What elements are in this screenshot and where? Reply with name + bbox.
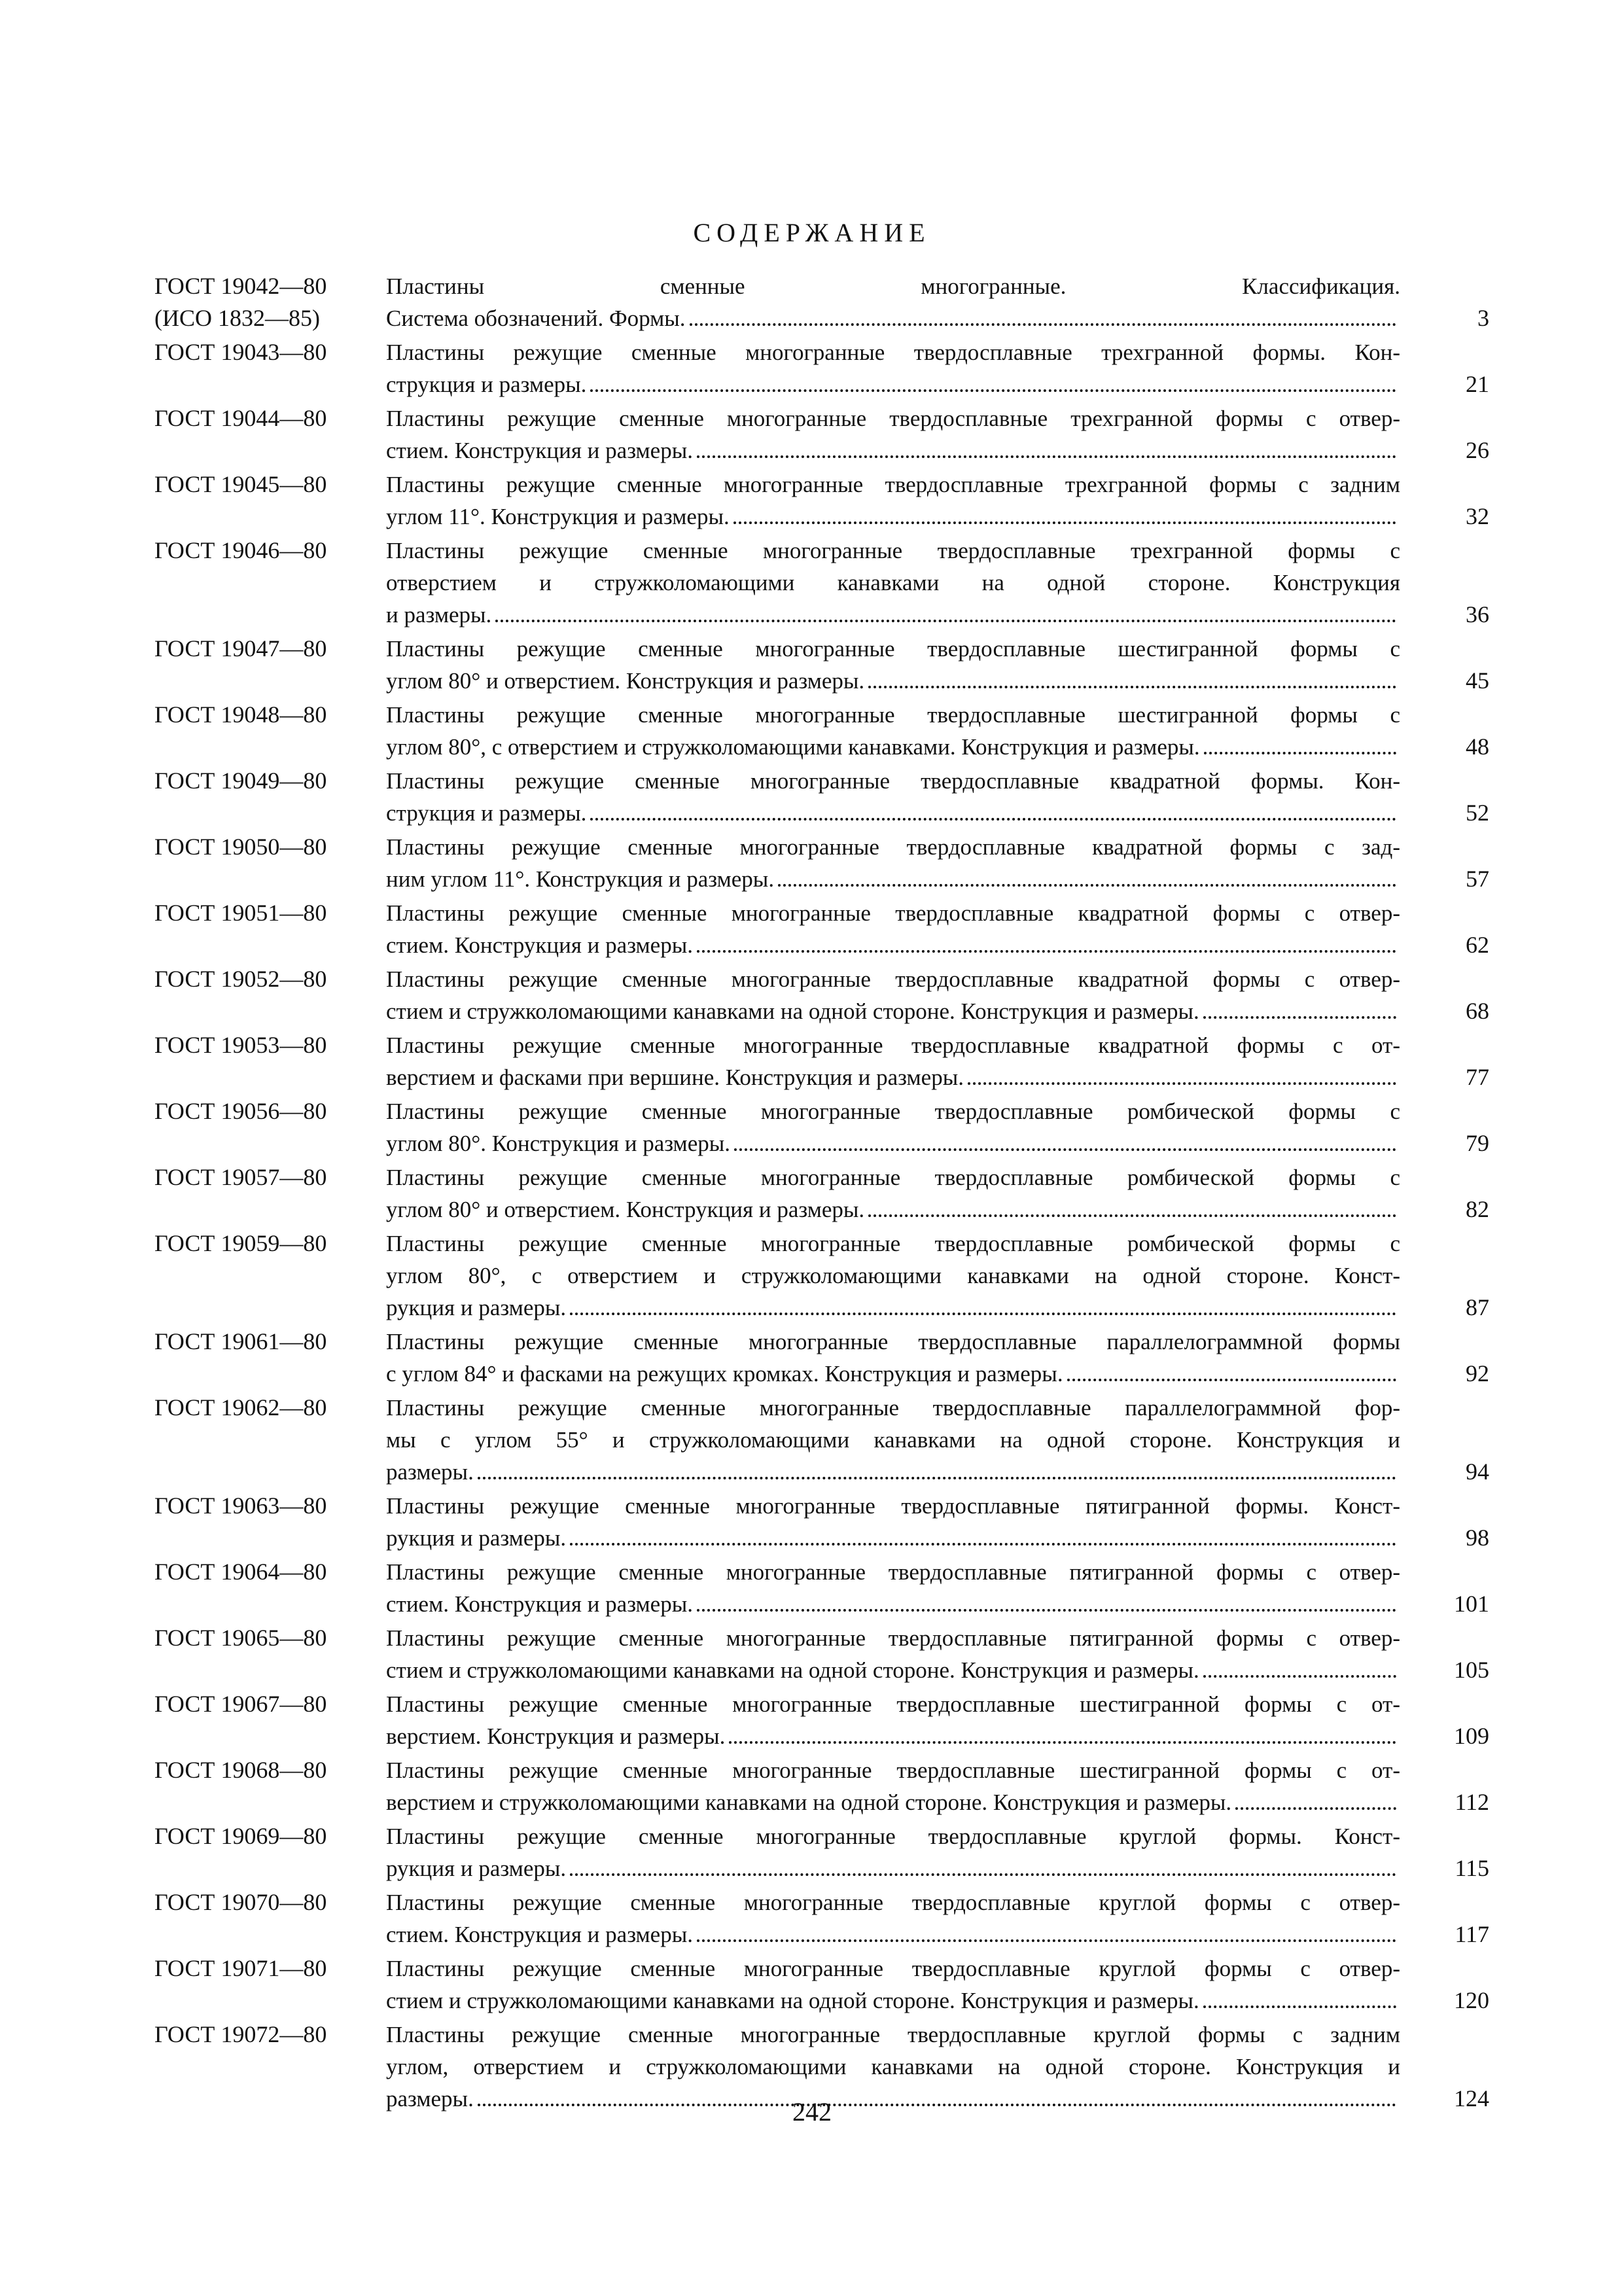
title-line: Пластины режущие сменные многогранные твердосплавные шестигранной формы с: [386, 702, 1400, 728]
dot-leader: [1067, 1379, 1396, 1381]
toc-entry[interactable]: [154, 1688, 1489, 1752]
title-last-line: [386, 665, 1489, 697]
toc-entry[interactable]: [154, 1029, 1489, 1093]
toc-entry[interactable]: [154, 468, 1489, 533]
toc-entry-code: [154, 1754, 386, 1786]
toc-page-number[interactable]: 112: [1455, 1789, 1489, 1815]
toc-page-number[interactable]: 120: [1454, 1987, 1489, 2013]
dot-leader: [778, 884, 1396, 887]
title-line: рукция и размеры.: [386, 1295, 567, 1320]
title-line: Пластины режущие сменные многогранные твердосплавные трехгранной формы с: [386, 538, 1400, 563]
toc-page-number[interactable]: 48: [1466, 733, 1489, 760]
title-last-line: [386, 434, 1489, 467]
toc-entry-title: [386, 1622, 1489, 1686]
title-line: Пластины режущие сменные многогранные твердосплавные круглой формы с задним: [386, 2022, 1400, 2047]
title-line: Пластины режущие сменные многогранные твердосплавные квадратной формы с от-: [386, 1033, 1400, 1058]
toc-page-number[interactable]: 105: [1454, 1657, 1489, 1683]
title-line: Пластины режущие сменные многогранные твердосплавные параллелограммной формы: [386, 1329, 1400, 1354]
toc-entry-title: [386, 897, 1489, 961]
standard-code: ГОСТ 19047—80: [154, 635, 327, 662]
dot-leader: [968, 1082, 1396, 1085]
toc-entry-code: [154, 1392, 386, 1424]
title-last-line: [386, 599, 1489, 631]
dot-leader: [697, 455, 1396, 458]
dot-leader: [697, 1939, 1396, 1942]
title-line: Пластины режущие сменные многогранные твердосплавные трехгранной формы. Кон-: [386, 340, 1400, 365]
dot-leader: [697, 950, 1396, 953]
title-line: струкция и размеры.: [386, 372, 587, 397]
toc-entry[interactable]: [154, 1952, 1489, 2017]
title-line: стием. Конструкция и размеры.: [386, 438, 693, 463]
title-line: углом 80°, с отверстием и стружколомающими канавками. Конструкция и размеры.: [386, 734, 1200, 760]
toc-entry-title: [386, 1392, 1489, 1488]
title-line: и размеры.: [386, 602, 492, 627]
title-line: размеры.: [386, 2086, 474, 2111]
toc-page-number[interactable]: 92: [1466, 1360, 1489, 1386]
title-last-line: [386, 1193, 1489, 1226]
dot-leader: [478, 1477, 1396, 1479]
toc-page-number[interactable]: 101: [1454, 1591, 1489, 1617]
toc-entry-code: [154, 765, 386, 797]
standard-code: ГОСТ 19067—80: [154, 1691, 327, 1717]
toc-entry[interactable]: [154, 1392, 1489, 1488]
toc-entry[interactable]: [154, 765, 1489, 829]
toc-entry-code: [154, 831, 386, 863]
toc-page-number[interactable]: 26: [1466, 437, 1489, 463]
title-line: углом, отверстием и стружколомающими канавками на одной стороне. Конструкция и: [386, 2054, 1400, 2079]
toc-page-number[interactable]: 117: [1455, 1921, 1489, 1947]
toc-entry-title: [386, 1326, 1489, 1390]
title-line: стием и стружколомающими канавками на одной стороне. Конструкция и размеры.: [386, 998, 1199, 1024]
toc-entry-code: [154, 699, 386, 731]
toc-entry-code: [154, 1556, 386, 1588]
title-line: Пластины режущие сменные многогранные твердосплавные пятигранной формы с отвер-: [386, 1559, 1400, 1585]
toc-entry-title: [386, 1556, 1489, 1620]
dot-leader: [729, 1741, 1396, 1744]
toc-entry-title: [386, 1490, 1489, 1554]
toc-entry-title: [386, 270, 1489, 334]
toc-page-number[interactable]: 124: [1454, 2085, 1489, 2111]
toc-entry-code: [154, 270, 386, 334]
standard-code: ГОСТ 19050—80: [154, 834, 327, 860]
standard-code: ГОСТ 19061—80: [154, 1328, 327, 1354]
title-line: Пластины режущие сменные многогранные твердосплавные круглой формы с отвер-: [386, 1890, 1400, 1915]
toc-entry-code: [154, 1688, 386, 1720]
title-last-line: [386, 501, 1489, 533]
table-of-contents: [154, 270, 1489, 2117]
toc-entry[interactable]: [154, 1095, 1489, 1159]
title-line: Пластины режущие сменные многогранные твердосплавные квадратной формы с отвер-: [386, 900, 1400, 926]
dot-leader: [733, 521, 1396, 524]
toc-page-number[interactable]: 94: [1466, 1458, 1489, 1485]
toc-entry[interactable]: [154, 963, 1489, 1027]
standard-code: ГОСТ 19044—80: [154, 405, 327, 431]
title-line: верстием и фасками при вершине. Конструкция и размеры.: [386, 1065, 964, 1090]
title-line: Пластины режущие сменные многогранные твердосплавные ромбической формы с: [386, 1165, 1400, 1190]
title-line: стием. Конструкция и размеры.: [386, 1591, 693, 1617]
toc-entry-code: [154, 535, 386, 567]
toc-entry[interactable]: [154, 1227, 1489, 1324]
toc-entry-code: [154, 1886, 386, 1918]
dot-leader: [690, 323, 1397, 326]
toc-page-number[interactable]: 109: [1454, 1723, 1489, 1749]
toc-entry-title: [386, 1952, 1489, 2017]
toc-entry-code: [154, 1326, 386, 1358]
dot-leader: [570, 1543, 1396, 1545]
toc-entry-code: [154, 633, 386, 665]
standard-code: ГОСТ 19072—80: [154, 2021, 327, 2047]
toc-entry[interactable]: [154, 831, 1489, 895]
dot-leader: [495, 620, 1396, 622]
title-last-line: [386, 863, 1489, 895]
toc-page-number[interactable]: 62: [1466, 932, 1489, 958]
toc-entry-title: [386, 336, 1489, 400]
toc-entry-title: [386, 765, 1489, 829]
toc-entry-code: [154, 963, 386, 995]
toc-page-number[interactable]: 115: [1455, 1855, 1489, 1881]
title-last-line: [386, 302, 1489, 334]
title-last-line: [386, 797, 1489, 829]
dot-leader: [1203, 1016, 1396, 1019]
title-line: Пластины режущие сменные многогранные твердосплавные пятигранной формы. Конст-: [386, 1493, 1400, 1519]
toc-entry-code: [154, 1952, 386, 1985]
title-line: Пластины режущие сменные многогранные твердосплавные трехгранной формы с задним: [386, 472, 1400, 497]
toc-entry[interactable]: [154, 270, 1489, 334]
toc-entry-title: [386, 1820, 1489, 1884]
standard-code: ГОСТ 19053—80: [154, 1032, 327, 1058]
title-line: мы с углом 55° и стружколомающими канавками на одной стороне. Конструкция и: [386, 1427, 1400, 1453]
toc-entry-title: [386, 831, 1489, 895]
dot-leader: [868, 686, 1396, 688]
title-line: углом 80°. Конструкция и размеры.: [386, 1131, 731, 1156]
dot-leader: [1204, 752, 1396, 754]
toc-page-number[interactable]: 57: [1466, 866, 1489, 892]
toc-page-number[interactable]: 79: [1466, 1130, 1489, 1156]
title-line: Пластины режущие сменные многогранные твердосплавные шестигранной формы с: [386, 636, 1400, 662]
title-last-line: [386, 1918, 1489, 1951]
standard-code: ГОСТ 19065—80: [154, 1625, 327, 1651]
title-last-line: [386, 1720, 1489, 1752]
standard-code: ГОСТ 19043—80: [154, 339, 327, 365]
page-number: 242: [792, 2097, 832, 2127]
standard-code: ГОСТ 19059—80: [154, 1230, 327, 1256]
standard-code: (ИСО 1832—85): [154, 305, 320, 331]
toc-entry-title: [386, 1095, 1489, 1159]
title-line: верстием и стружколомающими канавками на одной стороне. Конструкция и размеры.: [386, 1790, 1232, 1815]
standard-code: ГОСТ 19042—80: [154, 273, 327, 299]
title-last-line: [386, 1654, 1489, 1686]
dot-leader: [1235, 1807, 1396, 1810]
title-last-line: [386, 368, 1489, 400]
toc-page-number[interactable]: 32: [1466, 503, 1489, 529]
dot-leader: [734, 1148, 1396, 1151]
standard-code: ГОСТ 19049—80: [154, 768, 327, 794]
toc-entry[interactable]: [154, 699, 1489, 763]
title-last-line: [386, 1985, 1489, 2017]
title-last-line: [386, 1292, 1489, 1324]
toc-entry-code: [154, 1490, 386, 1522]
toc-entry[interactable]: [154, 1820, 1489, 1884]
toc-entry-title: [386, 1754, 1489, 1818]
toc-entry-title: [386, 633, 1489, 697]
title-line: стием. Конструкция и размеры.: [386, 1922, 693, 1947]
title-last-line: [386, 1456, 1489, 1488]
toc-entry-title: [386, 535, 1489, 631]
title-line: стием и стружколомающими канавками на одной стороне. Конструкция и размеры.: [386, 1657, 1199, 1683]
standard-code: ГОСТ 19056—80: [154, 1098, 327, 1124]
toc-page-number[interactable]: 3: [1477, 305, 1489, 331]
title-line: Пластины режущие сменные многогранные твердосплавные шестигранной формы с от-: [386, 1757, 1400, 1783]
toc-entry-code: [154, 1161, 386, 1193]
toc-entry-code: [154, 468, 386, 501]
dot-leader: [570, 1313, 1396, 1315]
toc-entry[interactable]: [154, 1556, 1489, 1620]
title-line: рукция и размеры.: [386, 1856, 567, 1881]
dot-leader: [590, 818, 1396, 821]
toc-entry-title: [386, 468, 1489, 533]
dot-leader: [868, 1214, 1396, 1217]
standard-code: ГОСТ 19064—80: [154, 1559, 327, 1585]
title-line: углом 11°. Конструкция и размеры.: [386, 504, 730, 529]
toc-entry-code: [154, 402, 386, 434]
toc-page-number[interactable]: 52: [1466, 800, 1489, 826]
title-last-line: [386, 1358, 1489, 1390]
title-line: Пластины режущие сменные многогранные твердосплавные ромбической формы с: [386, 1099, 1400, 1124]
toc-entry-title: [386, 1227, 1489, 1324]
toc-entry-title: [386, 1886, 1489, 1951]
title-line: рукция и размеры.: [386, 1525, 567, 1551]
title-line: Пластины режущие сменные многогранные твердосплавные ромбической формы с: [386, 1231, 1400, 1256]
toc-entry[interactable]: [154, 1161, 1489, 1226]
title-line: Система обозначений. Формы.: [386, 306, 686, 331]
dot-leader: [590, 389, 1396, 392]
title-line: Пластины режущие сменные многогранные твердосплавные квадратной формы. Кон-: [386, 768, 1400, 794]
toc-entry-title: [386, 1688, 1489, 1752]
title-line: Пластины режущие сменные многогранные твердосплавные пятигранной формы с отвер-: [386, 1625, 1400, 1651]
toc-page-number[interactable]: 87: [1466, 1294, 1489, 1320]
title-last-line: [386, 1127, 1489, 1159]
title-line: Пластины режущие сменные многогранные твердосплавные трехгранной формы с отвер-: [386, 406, 1400, 431]
dot-leader: [1203, 2005, 1396, 2008]
title-line: Пластины режущие сменные многогранные твердосплавные квадратной формы с зад-: [386, 834, 1400, 860]
toc-entry-code: [154, 1227, 386, 1260]
toc-entry[interactable]: [154, 1326, 1489, 1390]
standard-code: ГОСТ 19062—80: [154, 1394, 327, 1421]
toc-page-number[interactable]: 68: [1466, 998, 1489, 1024]
standard-code: ГОСТ 19052—80: [154, 966, 327, 992]
toc-entry[interactable]: [154, 1622, 1489, 1686]
title-line: отверстием и стружколомающими канавками на одной стороне. Конструкция: [386, 570, 1400, 595]
toc-entry[interactable]: [154, 1754, 1489, 1818]
toc-page-number[interactable]: 36: [1466, 601, 1489, 627]
standard-code: ГОСТ 19048—80: [154, 701, 327, 728]
title-last-line: [386, 1786, 1489, 1818]
standard-code: ГОСТ 19046—80: [154, 537, 327, 563]
toc-entry[interactable]: [154, 633, 1489, 697]
title-line: ним углом 11°. Конструкция и размеры.: [386, 866, 775, 892]
title-line: Пластины режущие сменные многогранные твердосплавные круглой формы. Конст-: [386, 1824, 1400, 1849]
toc-page-number[interactable]: 82: [1466, 1196, 1489, 1222]
toc-page-number[interactable]: 77: [1466, 1064, 1489, 1090]
toc-page-number[interactable]: 21: [1466, 371, 1489, 397]
toc-entry-code: [154, 1095, 386, 1127]
toc-entry-title: [386, 1029, 1489, 1093]
standard-code: ГОСТ 19069—80: [154, 1823, 327, 1849]
toc-entry-title: [386, 402, 1489, 467]
dot-leader: [570, 1873, 1396, 1876]
title-line: верстием. Конструкция и размеры.: [386, 1723, 726, 1749]
toc-entry[interactable]: [154, 1886, 1489, 1951]
title-last-line: [386, 1588, 1489, 1620]
standard-code: ГОСТ 19051—80: [154, 900, 327, 926]
standard-code: ГОСТ 19070—80: [154, 1889, 327, 1915]
toc-page-number[interactable]: 45: [1466, 667, 1489, 694]
toc-entry[interactable]: [154, 897, 1489, 961]
title-last-line: [386, 929, 1489, 961]
standard-code: ГОСТ 19068—80: [154, 1757, 327, 1783]
standard-code: ГОСТ 19063—80: [154, 1492, 327, 1519]
title-line: стием. Конструкция и размеры.: [386, 932, 693, 958]
title-line: углом 80°, с отверстием и стружколомающими канавками на одной стороне. Конст-: [386, 1263, 1400, 1288]
title-last-line: [386, 731, 1489, 763]
standard-code: ГОСТ 19057—80: [154, 1164, 327, 1190]
toc-entry-code: [154, 1622, 386, 1654]
title-last-line: [386, 995, 1489, 1027]
title-last-line: [386, 1522, 1489, 1554]
page-title: СОДЕРЖАНИЕ: [693, 218, 931, 247]
toc-page-number[interactable]: 98: [1466, 1525, 1489, 1551]
toc-entry-code: [154, 336, 386, 368]
title-last-line: [386, 1061, 1489, 1093]
toc-entry[interactable]: [154, 336, 1489, 400]
toc-entry[interactable]: [154, 535, 1489, 631]
title-line: с углом 84° и фасками на режущих кромках. Конструкция и размеры.: [386, 1361, 1063, 1386]
dot-leader: [1203, 1675, 1396, 1678]
toc-entry-code: [154, 1029, 386, 1061]
toc-entry[interactable]: [154, 402, 1489, 467]
title-line: Пластины режущие сменные многогранные твердосплавные шестигранной формы с от-: [386, 1691, 1400, 1717]
standard-code: ГОСТ 19045—80: [154, 471, 327, 497]
title-line: Пластины режущие сменные многогранные твердосплавные параллелограммной фор-: [386, 1395, 1400, 1421]
standard-code: ГОСТ 19071—80: [154, 1955, 327, 1981]
toc-entry-title: [386, 699, 1489, 763]
toc-entry-code: [154, 2019, 386, 2051]
title-line: углом 80° и отверстием. Конструкция и размеры.: [386, 668, 865, 694]
toc-entry-code: [154, 897, 386, 929]
title-line: Пластины режущие сменные многогранные твердосплавные круглой формы с отвер-: [386, 1956, 1400, 1981]
title-line: Пластины сменные многогранные. Классификация.: [386, 274, 1400, 299]
toc-entry-title: [386, 963, 1489, 1027]
dot-leader: [697, 1609, 1396, 1612]
toc-entry[interactable]: [154, 1490, 1489, 1554]
title-line: углом 80° и отверстием. Конструкция и размеры.: [386, 1197, 865, 1222]
title-line: струкция и размеры.: [386, 800, 587, 826]
toc-entry-title: [386, 1161, 1489, 1226]
title-line: Пластины режущие сменные многогранные твердосплавные квадратной формы с отвер-: [386, 966, 1400, 992]
toc-entry-code: [154, 1820, 386, 1852]
title-line: размеры.: [386, 1459, 474, 1485]
title-line: стием и стружколомающими канавками на одной стороне. Конструкция и размеры.: [386, 1988, 1199, 2013]
title-last-line: [386, 1852, 1489, 1884]
